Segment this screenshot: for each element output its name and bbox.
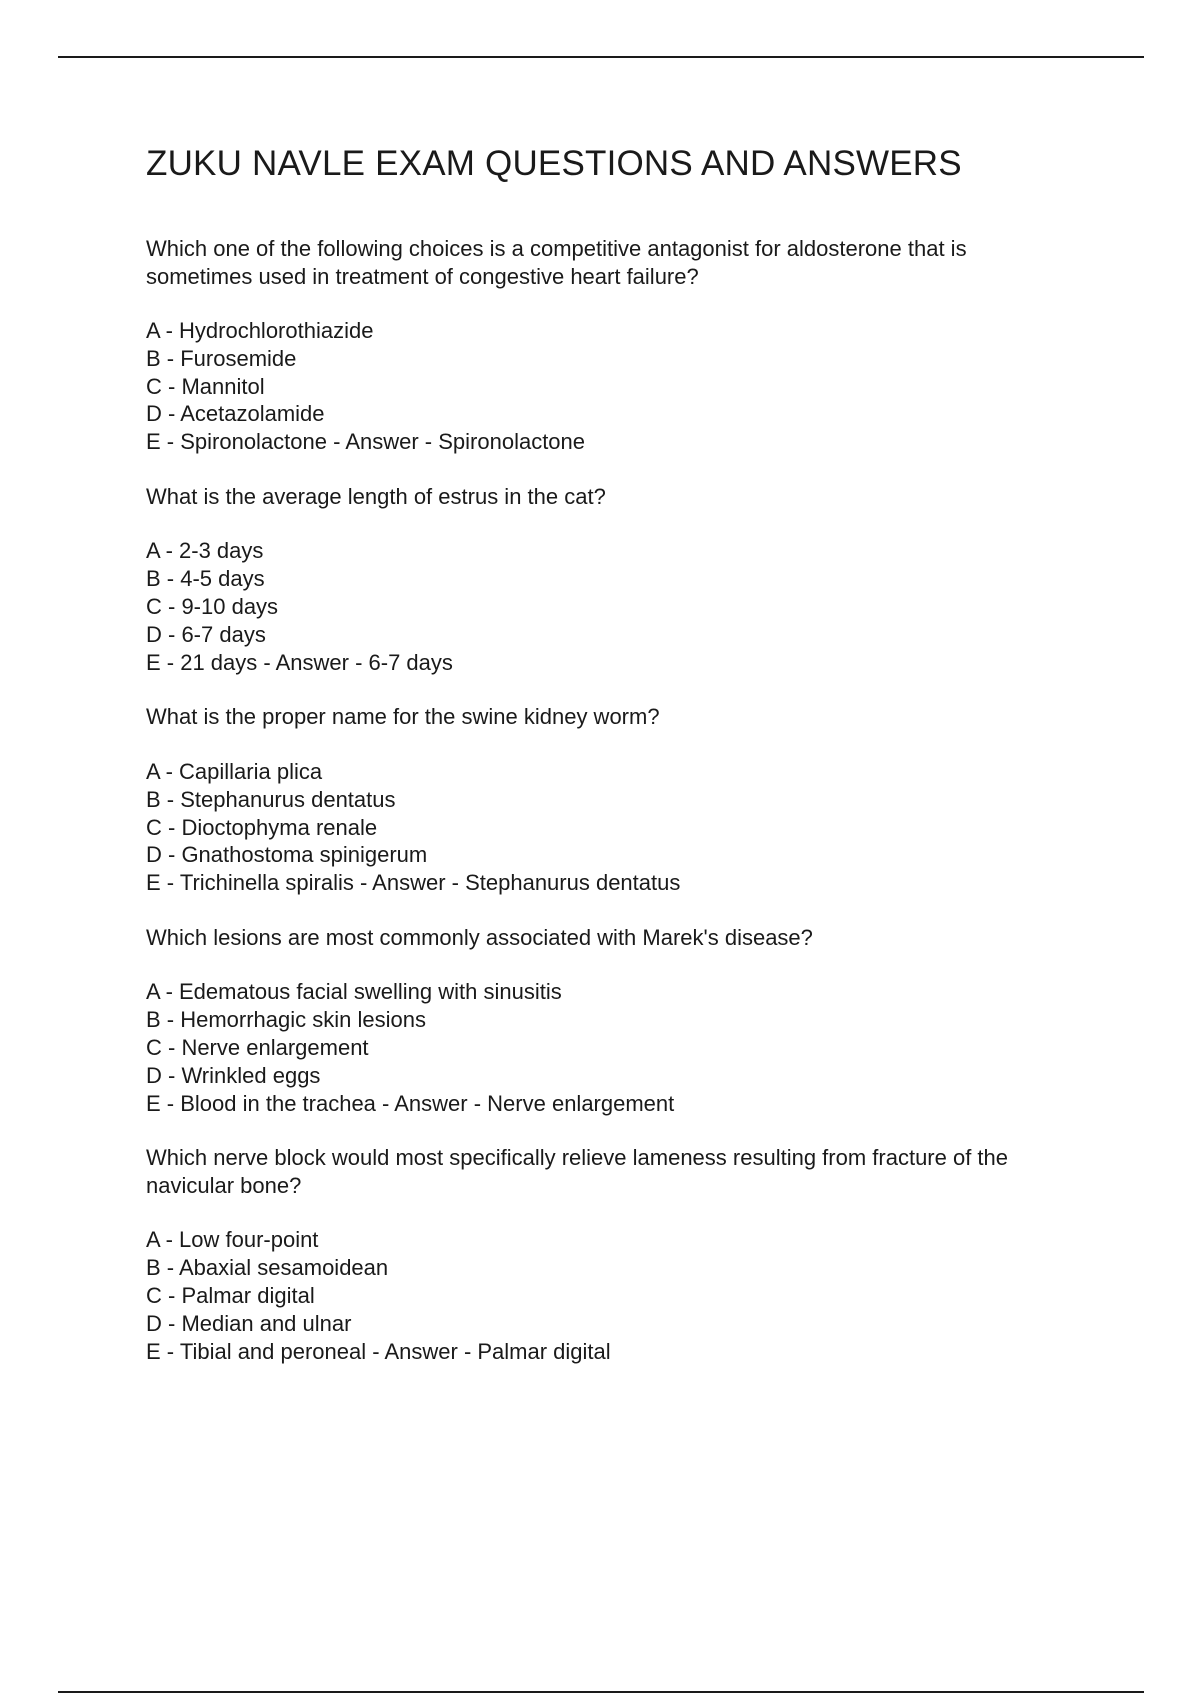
answer-options [146,1226,1076,1365]
answer-options [146,758,1076,897]
question-text: Which one of the following choices is a competitive antagonist for aldosterone that is sometimes used in treatment of congestive heart failure? [146,236,967,289]
option-b: B - Abaxial sesamoidean [146,1255,389,1281]
option-e-with-answer: E - 21 days - Answer - 6-7 days [146,649,453,675]
option-e-with-answer: E - Spironolactone - Answer - Spironolactone [146,429,586,455]
option-a: A - 2-3 days [146,538,264,564]
option-e-with-answer: E - Tibial and peroneal - Answer - Palmar digital [146,1338,611,1364]
top-rule [58,56,1144,58]
option-b: B - Stephanurus dentatus [146,786,396,812]
option-c: C - 9-10 days [146,594,279,620]
document-body [146,140,1076,1392]
document-title: ZUKU NAVLE EXAM QUESTIONS AND ANSWERS [146,144,962,183]
option-d: D - 6-7 days [146,621,266,647]
question-block-5 [146,1144,1076,1365]
answer-options [146,537,1076,676]
option-a: A - Hydrochlorothiazide [146,318,374,343]
answer-options [146,317,1076,456]
option-e-with-answer: E - Blood in the trachea - Answer - Nerve enlargement [146,1090,675,1116]
question-block-2 [146,483,1076,676]
option-a: A - Low four-point [146,1227,319,1253]
option-c: C - Dioctophyma renale [146,814,378,840]
question-block-1 [146,235,1076,456]
option-d: D - Gnathostoma spinigerum [146,842,428,868]
option-a: A - Capillaria plica [146,758,323,784]
answer-options [146,978,1076,1117]
question-text: Which nerve block would most specifically relieve lameness resulting from fracture of the navicular bone? [146,1145,1009,1198]
option-c: C - Palmar digital [146,1283,315,1309]
option-d: D - Wrinkled eggs [146,1062,321,1088]
option-d: D - Median and ulnar [146,1310,352,1336]
option-d: D - Acetazolamide [146,401,325,427]
question-text: Which lesions are most commonly associated with Marek's disease? [146,924,813,950]
option-b: B - Hemorrhagic skin lesions [146,1007,426,1033]
question-block-4 [146,924,1076,1117]
option-b: B - Furosemide [146,345,297,371]
bottom-rule [58,1691,1144,1693]
option-a: A - Edematous facial swelling with sinusitis [146,979,562,1005]
option-c: C - Mannitol [146,373,265,399]
option-c: C - Nerve enlargement [146,1035,369,1061]
question-text: What is the average length of estrus in the cat? [146,483,606,509]
option-e-with-answer: E - Trichinella spiralis - Answer - Stephanurus dentatus [146,870,681,896]
question-text: What is the proper name for the swine kidney worm? [146,704,660,730]
option-b: B - 4-5 days [146,566,265,592]
question-block-3 [146,703,1076,896]
